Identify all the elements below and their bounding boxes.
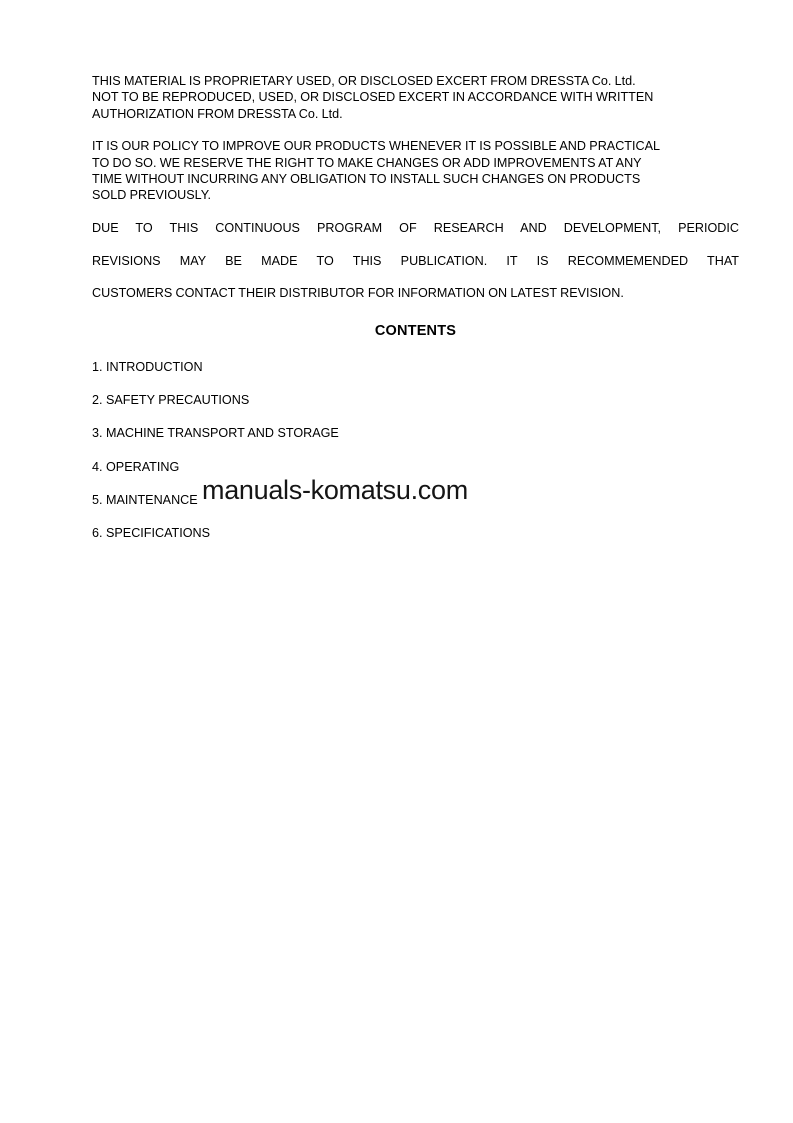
- contents-item-specifications[interactable]: 6. SPECIFICATIONS: [92, 525, 211, 540]
- legal-notices: [92, 73, 739, 318]
- site-watermark: manuals-komatsu.com: [202, 475, 468, 505]
- notice-line: IT IS OUR POLICY TO IMPROVE OUR PRODUCTS WHENEVER IT IS POSSIBLE AND PRACTICAL: [92, 139, 660, 154]
- notice-line: AUTHORIZATION FROM DRESSTA Co. Ltd.: [92, 106, 343, 121]
- contents-item-safety-precautions[interactable]: 2. SAFETY PRECAUTIONS: [92, 393, 250, 408]
- contents-list: [92, 359, 652, 558]
- notice-line: DUE TO THIS CONTINUOUS PROGRAM OF RESEARCH AND DEVELOPMENT, PERIODIC: [92, 220, 739, 235]
- contents-item-maintenance[interactable]: 5. MAINTENANCE: [92, 492, 198, 507]
- contents-item-introduction[interactable]: 1. INTRODUCTION: [92, 360, 203, 374]
- notice-line: NOT TO BE REPRODUCED, USED, OR DISCLOSED EXCERT IN ACCORDANCE WITH WRITTEN: [92, 90, 654, 105]
- notice-line: TO DO SO. WE RESERVE THE RIGHT TO MAKE CHANGES OR ADD IMPROVEMENTS AT ANY: [92, 155, 642, 170]
- contents-heading: CONTENTS: [374, 323, 457, 339]
- improvement-policy-notice: [92, 138, 739, 204]
- notice-line: REVISIONS MAY BE MADE TO THIS PUBLICATION. IT IS RECOMMEMENDED THAT: [92, 253, 739, 268]
- contents-item-operating[interactable]: 4. OPERATING: [92, 459, 180, 474]
- notice-line: THIS MATERIAL IS PROPRIETARY USED, OR DISCLOSED EXCERT FROM DRESSTA Co. Ltd.: [92, 74, 636, 88]
- notice-line: SOLD PREVIOUSLY.: [92, 188, 212, 203]
- contents-item-machine-transport-and-storage[interactable]: 3. MACHINE TRANSPORT AND STORAGE: [92, 426, 339, 441]
- notice-line: TIME WITHOUT INCURRING ANY OBLIGATION TO INSTALL SUCH CHANGES ON PRODUCTS: [92, 172, 641, 187]
- revision-notice: [92, 220, 739, 302]
- proprietary-notice: [92, 73, 739, 122]
- notice-line: CUSTOMERS CONTACT THEIR DISTRIBUTOR FOR INFORMATION ON LATEST REVISION.: [92, 286, 624, 301]
